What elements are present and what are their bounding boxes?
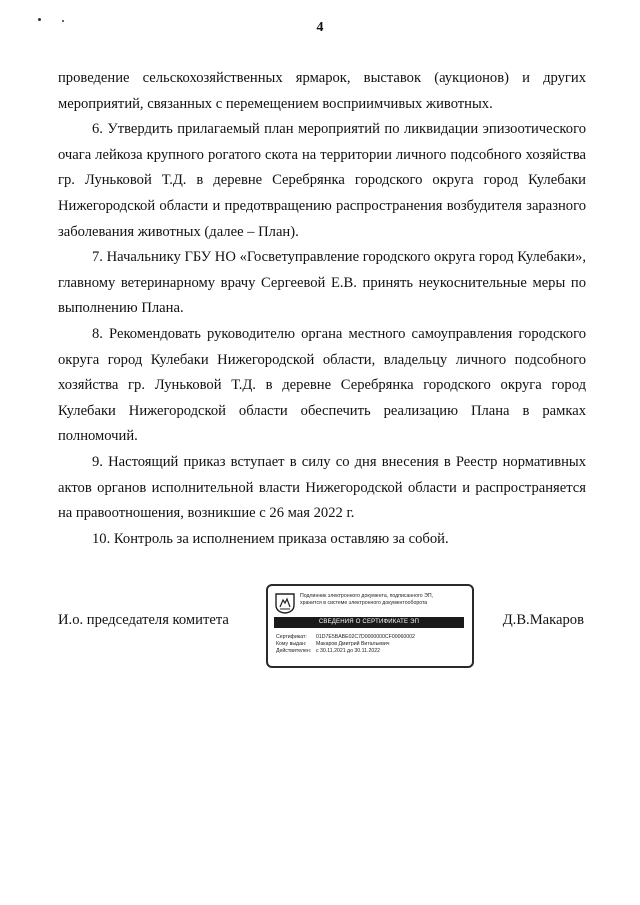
signatory-name: Д.В.Макаров [502,612,584,628]
validity-value: с 30.11.2021 до 30.11.2022 [316,648,380,654]
page-number: 4 [316,20,324,35]
certificate-label: Сертификат: [276,634,307,640]
certificate-value: 01D7E5BABE02C7D0000000CF00060002 [316,634,415,640]
paragraph-8: 8. Рекомендовать руководителю органа местного самоуправления городского округа город Кулебаки Нижегородской области, владельцу личного подсобного хозяйства гр. Луньковой Т.Д. в деревне Серебрянка городского округа город Кулебаки Нижегородской области обеспечить реализацию Плана в рамках полномочий. [58,325,586,445]
signatory-position: И.о. председателя комитета [58,612,229,628]
validity-label: Действителен: [276,648,312,654]
document-body [58,66,586,552]
stamp-owner-row [276,641,390,647]
paragraph-10: 10. Контроль за исполнением приказа оставляю за собой. [92,530,449,547]
stamp-header: СВЕДЕНИЯ О СЕРТИФИКАТЕ ЭП [274,617,464,628]
electronic-signature-stamp [266,584,474,668]
paragraph-5-continuation: проведение сельскохозяйственных ярмарок, выставок (аукционов) и других мероприятий, связанных с перемещением восприимчивых животных. [58,70,586,112]
paragraph-7: 7. Начальнику ГБУ НО «Госветуправление городского округа город Кулебаки», главному ветеринарному врачу Сергеевой Е.В. принять неукоснительные меры по выполнению Плана. [58,249,586,317]
stamp-notice-line-2: хранится в системе электронного документооборота [300,600,428,606]
owner-label: Кому выдан: [276,641,307,647]
paragraph-9: 9. Настоящий приказ вступает в силу со дня внесения в Реестр нормативных актов органов исполнительной власти Нижегородской области и распространяется на правоотношения, возникшие с 26 мая 2022 г. [58,453,586,522]
stamp-notice-line-1: Подлинник электронного документа, подписанного ЭП, [300,593,434,599]
stamp-validity-row [276,648,380,654]
coat-of-arms-icon [274,592,296,614]
paragraph-6: 6. Утвердить прилагаемый план мероприятий по ликвидации эпизоотического очага лейкоза крупного рогатого скота на территории личного подсобного хозяйства гр. Луньковой Т.Д. в деревне Серебрянка городского округа город Кулебаки Нижегородской области и предотвращению распространения возбудителя заразного заболевания животных (далее – План). [58,121,586,240]
stamp-certificate-row [276,634,415,640]
owner-value: Макаров Дмитрий Витальевич [316,641,390,647]
